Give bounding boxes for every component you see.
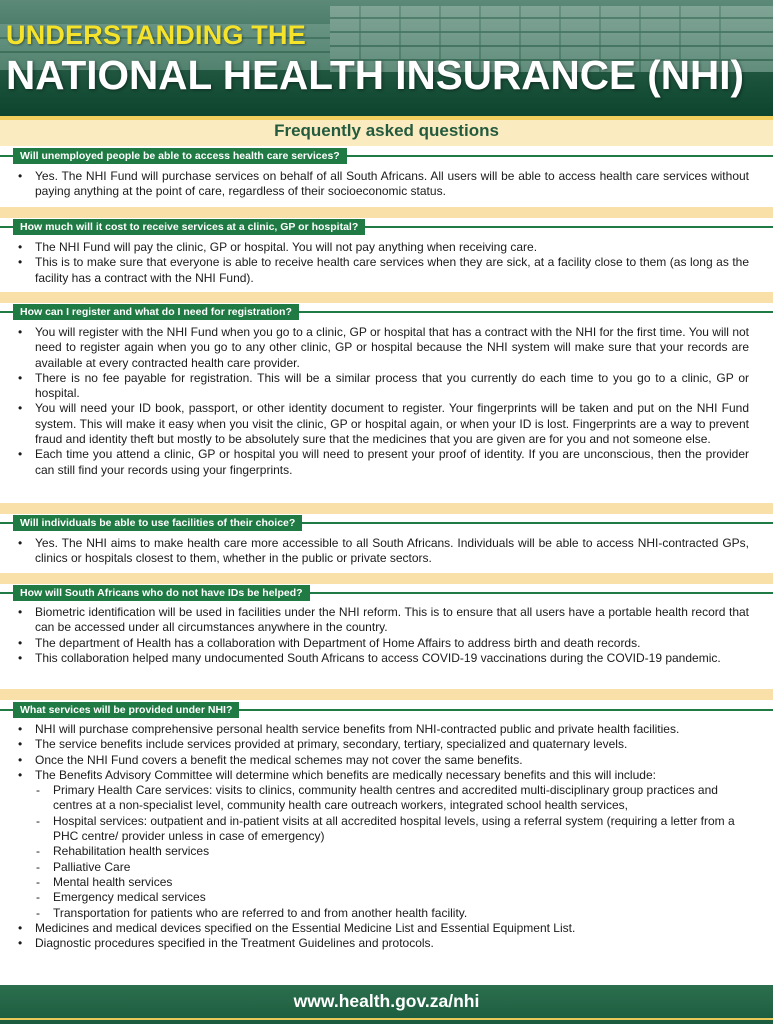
- answer-bullet: • Medicines and medical devices specified on the Essential Medicine List and Essential Equipment List.: [17, 921, 749, 936]
- answer-sub-item: - Transportation for patients who are referred to and from another health facility.: [17, 906, 749, 921]
- question-heading: How can I register and what do I need for registration?: [13, 304, 299, 320]
- header-banner: [0, 0, 773, 116]
- section-separator: [0, 573, 773, 584]
- header-title-line-2: NATIONAL HEALTH INSURANCE (NHI): [6, 52, 744, 98]
- answer-sub-item: - Palliative Care: [17, 860, 749, 875]
- section-separator: [0, 207, 773, 218]
- header-title-line-1: UNDERSTANDING THE: [6, 20, 306, 50]
- answer-bullet: • This collaboration helped many undocumented South Africans to access COVID-19 vaccinations during the COVID-19 pandemic.: [17, 651, 749, 666]
- section-separator: [0, 689, 773, 700]
- question-bar: [0, 219, 773, 235]
- answer-bullet: • Once the NHI Fund covers a benefit the medical schemes may not cover the same benefits.: [17, 753, 749, 768]
- answer-sub-item: - Hospital services: outpatient and in-patient visits at all accredited hospital levels, using a referral system (requiring a letter from a PHC centre/ provider unless in case of emergency): [17, 814, 749, 845]
- answer-block: [17, 169, 749, 200]
- answer-sub-item: - Emergency medical services: [17, 890, 749, 905]
- question-bar: [0, 148, 773, 164]
- answer-sub-item: - Primary Health Care services: visits to clinics, community health centres and accredited multi-disciplinary group practices and centres at a non-specialist level, community health care outreach workers, integrated school health services,: [17, 783, 749, 814]
- question-heading: How will South Africans who do not have IDs be helped?: [13, 585, 310, 601]
- question-bar: [0, 702, 773, 718]
- answer-bullet: • This is to make sure that everyone is able to receive health care services when they are sick, at a facility close to them (as long as the facility has a contract with the NHI Fund).: [17, 255, 749, 286]
- answer-bullet: • Yes. The NHI aims to make health care more accessible to all South Africans. Individuals will be able to access NHI-contracted GPs, clinics or hospitals closest to them, whether in the public or private sectors.: [17, 536, 749, 567]
- question-heading: What services will be provided under NHI?: [13, 702, 239, 718]
- answer-bullet: • Biometric identification will be used in facilities under the NHI reform. This is to ensure that all users have a portable health record that can be accessed under all circumstances anywhere in the country.: [17, 605, 749, 636]
- answer-block: [17, 325, 749, 478]
- answer-bullet: • You will need your ID book, passport, or other identity document to register. Your fingerprints will be taken and put on the NHI Fund system. This will make it easy when you visit the clinic, GP or hospital again, or when your ID is lost. Fingerprints are a way to prevent fraud and identity theft but mostly to be absolutely sure that the medicines that you are given are for you and not someone else.: [17, 401, 749, 447]
- question-bar: [0, 304, 773, 320]
- answer-bullet: • Diagnostic procedures specified in the Treatment Guidelines and protocols.: [17, 936, 749, 951]
- footer-divider: [0, 1018, 773, 1020]
- question-bar: [0, 585, 773, 601]
- question-heading: How much will it cost to receive services at a clinic, GP or hospital?: [13, 219, 365, 235]
- answer-bullet: • The department of Health has a collaboration with Department of Home Affairs to address birth and death records.: [17, 636, 749, 651]
- section-separator: [0, 503, 773, 514]
- answer-bullet: • Each time you attend a clinic, GP or hospital you will need to present your proof of identity. If you are unconscious, then the provider can still find your records using your fingerprints.: [17, 447, 749, 478]
- answer-bullet: • The service benefits include services provided at primary, secondary, tertiary, specialized and quaternary levels.: [17, 737, 749, 752]
- answer-block: [17, 605, 749, 666]
- question-heading: Will individuals be able to use facilities of their choice?: [13, 515, 302, 531]
- question-bar: [0, 515, 773, 531]
- answer-bullet: • Yes. The NHI Fund will purchase services on behalf of all South Africans. All users will be able to access health care services without paying anything at the point of care, regardless of their socioeconomic status.: [17, 169, 749, 200]
- answer-bullet: • NHI will purchase comprehensive personal health service benefits from NHI-contracted public and private health facilities.: [17, 722, 749, 737]
- answer-bullet: • The NHI Fund will pay the clinic, GP or hospital. You will not pay anything when receiving care.: [17, 240, 749, 255]
- answer-sub-item: - Mental health services: [17, 875, 749, 890]
- answer-block: [17, 536, 749, 567]
- answer-bullet: • There is no fee payable for registration. This will be a similar process that you currently do each time to you go to a clinic, GP or hospital.: [17, 371, 749, 402]
- footer-url-bar: www.health.gov.za/nhi: [0, 985, 773, 1024]
- question-heading: Will unemployed people be able to access health care services?: [13, 148, 347, 164]
- answer-block: [17, 722, 749, 951]
- section-separator: [0, 292, 773, 303]
- page-subtitle: Frequently asked questions: [0, 120, 773, 146]
- answer-sub-item: - Rehabilitation health services: [17, 844, 749, 859]
- answer-block: [17, 240, 749, 286]
- answer-bullet: • The Benefits Advisory Committee will determine which benefits are medically necessary benefits and this will include:: [17, 768, 749, 783]
- answer-bullet: • You will register with the NHI Fund when you go to a clinic, GP or hospital that has a contract with the NHI for the first time. You will not need to register again when you go to any other clinic, GP or hospital because the NHI system will make sure that your records are available at every contracted health care provider.: [17, 325, 749, 371]
